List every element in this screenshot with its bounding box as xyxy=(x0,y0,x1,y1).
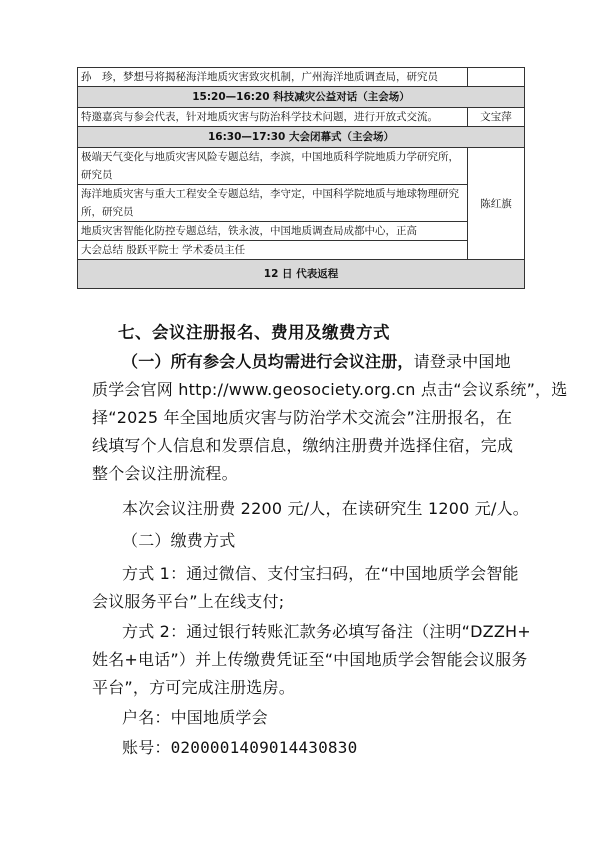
session-title: 12 日 代表返程 xyxy=(78,260,525,289)
session-title: 15:20—16:20 科技减灾公益对话（主会场） xyxy=(78,87,525,108)
bold-lead: （一）所有参会人员均需进行会议注册， xyxy=(122,352,414,371)
paragraph-line: （一）所有参会人员均需进行会议注册，请登录中国地 xyxy=(122,352,511,371)
fee-line: 本次会议注册费 2200 元/人，在读研究生 1200 元/人。 xyxy=(122,499,529,518)
summary-cell: 海洋地质灾害与重大工程安全专题总结，李守定，中国科学院地质与地球物理研究所，研究员 xyxy=(78,185,468,222)
paragraph-line: 方式 1：通过微信、支付宝扫码，在“中国地质学会智能 xyxy=(122,564,519,583)
table-row xyxy=(78,148,525,185)
host-cell: 文宝萍 xyxy=(468,108,525,127)
session-band-closing xyxy=(78,127,525,148)
paragraph-line: 姓名+电话”）并上传缴费凭证至“中国地质学会智能会议服务 xyxy=(92,650,528,669)
paragraph-line: 线填写个人信息和发票信息，缴纳注册费并选择住宿，完成 xyxy=(92,436,514,455)
talk-cell: 孙 珍，梦想号将揭秘海洋地质灾害致灾机制，广州海洋地质调查局，研究员 xyxy=(78,68,468,87)
paragraph-line: 择“2025 年全国地质灾害与防治学术交流会”注册报名，在 xyxy=(92,408,513,427)
subsection-heading: （二）缴费方式 xyxy=(122,531,236,550)
summary-cell: 极端天气变化与地质灾害风险专题总结，李滨，中国地质科学院地质力学研究所，研究员 xyxy=(78,148,468,185)
paragraph-line: 会议服务平台”上在线支付; xyxy=(92,592,285,611)
table-row xyxy=(78,241,525,260)
paragraph-line: 整个会议注册流程。 xyxy=(92,464,238,483)
host-cell: 陈红旗 xyxy=(468,148,525,260)
schedule-table xyxy=(77,67,525,289)
summary-cell: 大会总结 殷跃平院士 学术委员主任 xyxy=(78,241,468,260)
payment-method-2 xyxy=(92,618,531,702)
table-row xyxy=(78,185,525,222)
summary-cell: 地质灾害智能化防控专题总结，铁永波，中国地质调查局成都中心，正高 xyxy=(78,222,468,241)
table-row xyxy=(78,222,525,241)
session-title: 16:30—17:30 大会闭幕式（主会场） xyxy=(78,127,525,148)
host-cell-empty xyxy=(468,68,525,87)
paragraph-line: 质学会官网 http://www.geosociety.org.cn 点击“会议系统”，选 xyxy=(92,380,568,399)
dialogue-cell: 特邀嘉宾与参会代表，针对地质灾害与防治科学技术问题，进行开放式交流。 xyxy=(78,108,468,127)
payment-method-1 xyxy=(92,560,519,616)
account-number: 账号：0200001409014430830 xyxy=(122,738,358,757)
table-row xyxy=(78,108,525,127)
paragraph-line: 方式 2：通过银行转账汇款务必填写备注（注明“DZZH+ xyxy=(122,622,531,641)
table-row xyxy=(78,68,525,87)
session-band-dialogue xyxy=(78,87,525,108)
section-heading: 七、会议注册报名、费用及缴费方式 xyxy=(118,323,390,342)
registration-paragraph xyxy=(92,348,568,488)
account-name: 户名：中国地质学会 xyxy=(122,708,268,727)
paragraph-line: 平台”，方可完成注册选房。 xyxy=(92,678,295,697)
session-band-return xyxy=(78,260,525,289)
